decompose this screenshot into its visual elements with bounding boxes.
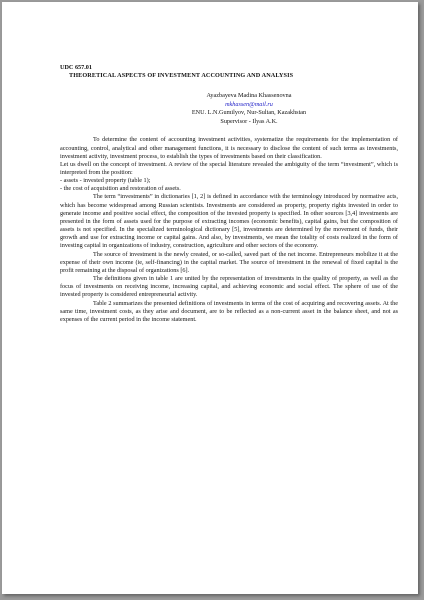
udc-code: UDC 657.01 <box>60 64 92 71</box>
supervisor: Supervisor - Ilyas A.K. <box>220 117 278 125</box>
author-affiliation: ENU. L.N.Gumilyov, Nur-Sultan, Kazakhstan <box>191 109 307 117</box>
page-content <box>60 64 398 324</box>
author-email[interactable]: mkhassen@mail.ru <box>225 100 273 108</box>
paragraph: Let us dwell on the concept of investment. A review of the special literature revealed the ambiguity of the term “investment”, which is interpreted from the position: <box>60 160 398 176</box>
list-item: - the cost of acquisition and restoration of assets. <box>60 185 181 193</box>
paragraph: The definitions given in table 1 are united by the representation of investments in the quality of property, as well as the focus of investments on receiving income, increasing capital, and achieving economic and social effect. The sphere of use of the invested property is considered entrepreneurial activity. <box>60 275 398 299</box>
author-block <box>100 92 398 126</box>
document-page <box>2 2 418 594</box>
paragraph: To determine the content of accounting investment activities, systematize the requirements for the implementation of accounting, control, analytical and other management functions, it is necessary to disclose the content of such terms as investments, investment activity, investment process, to establish the types of investments based on their classification. <box>60 136 398 160</box>
body-text <box>60 136 398 324</box>
paper-title: THEORETICAL ASPECTS OF INVESTMENT ACCOUNTING AND ANALYSIS <box>69 72 294 79</box>
paragraph: Table 2 summarizes the presented definitions of investments in terms of the cost of acquiring and recovering assets. At the same time, investment costs, as they arise and document, are to be reflected as a non-current asset in the balance sheet, and not as expenses of the current period in the income statement. <box>60 299 398 323</box>
paragraph: The term “investments” in dictionaries [1, 2] is defined in accordance with the terminology introduced by normative acts, which has become widespread among Russian scientists. Investments are considered as property, property rights invested in order to generate income and positive social effect, the composition of the invested property is specified. In other sources [3,4] investments are presented in the form of assets used for the purpose of extracting incomes (economic benefits), capital gains, but the composition of assets is not specified. In the specialized terminological dictionary [5], investments are determined by the movement of funds, their growth and use for extracting income or capital gains. And also, by investments, we mean the totality of costs realized in the form of investing capital in organizations of industry, construction, agriculture and other sectors of the economy. <box>60 193 398 250</box>
author-name: Ayazbayeva Madina Khassenovna <box>206 92 292 99</box>
paragraph: The source of investment is the newly created, or so-called, saved part of the net income. Entrepreneurs mobilize it at the expense of their own income (ie, self-financing) in the capital market. The source of investment in the renewal of fixed capital is the profit remaining at the disposal of organizations [6]. <box>60 250 398 274</box>
list-item: - assets - invested property (table 1); <box>60 177 151 185</box>
